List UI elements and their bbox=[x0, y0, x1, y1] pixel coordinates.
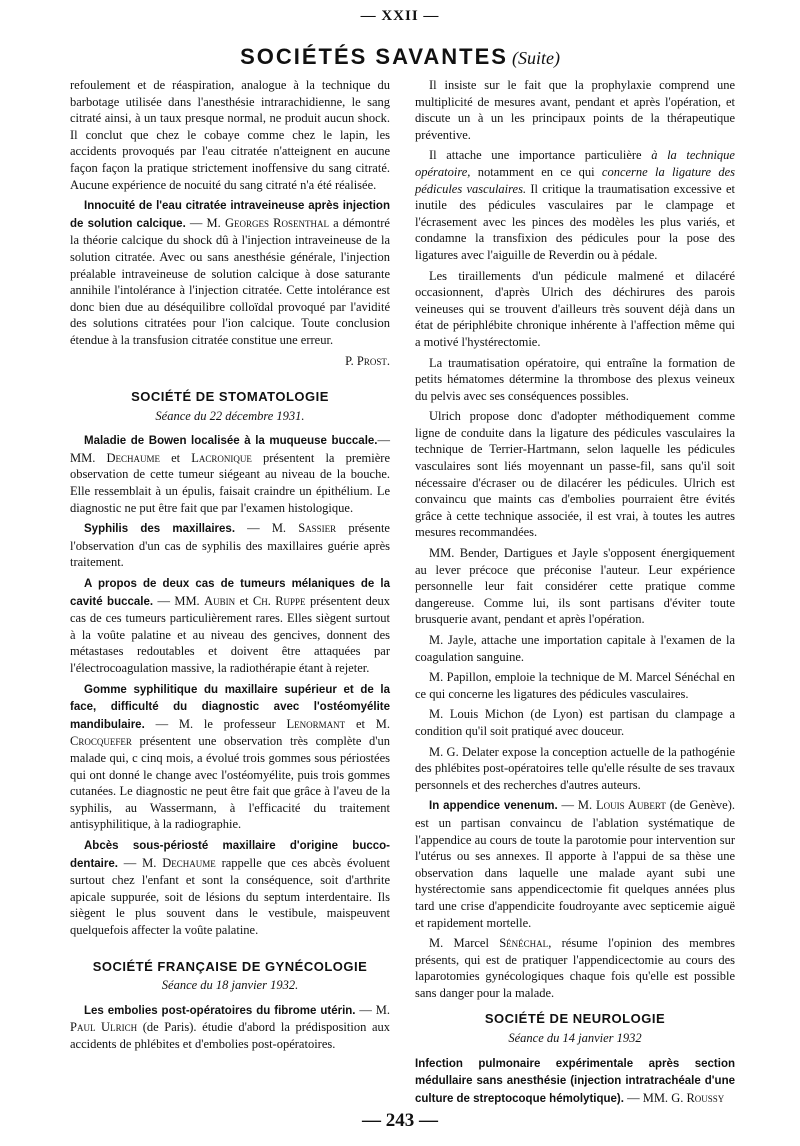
section-title: SOCIÉTÉ DE NEUROLOGIE bbox=[484, 1011, 666, 1027]
text: et bbox=[160, 450, 192, 465]
paragraph bbox=[70, 1002, 390, 1053]
article-title: Syphilis des maxillaires. bbox=[84, 523, 236, 536]
paragraph bbox=[70, 197, 390, 348]
text: et bbox=[235, 593, 253, 608]
text: (de Paris). étudie d'abord la prédisposition aux accidents de phlébites et d'embolies post-opératoires. bbox=[70, 1020, 390, 1051]
paragraph: M. Papillon, emploie la technique de M. Marcel Sénéchal en ce qui concerne les ligatures des pédicules vasculaires. bbox=[415, 670, 735, 701]
article-title: In appendice venenum. bbox=[429, 800, 558, 813]
paragraph: MM. Bender, Dartigues et Jayle s'opposent énergiquement au lever précoce que préconise l'auteur. Leur expérience personnelle leur fait considérer cette pratique comme dangereuse. Comme lui, ils sont partisans d'éviter toute brusquerie avant, pendant et après l'opération. bbox=[415, 546, 735, 627]
section-date: Séance du 22 décembre 1931. bbox=[155, 408, 305, 423]
paragraph bbox=[415, 1055, 735, 1108]
signature: P. Prost. bbox=[345, 353, 390, 368]
author-name: Lenormant bbox=[286, 716, 346, 731]
text: — M. le professeur bbox=[144, 716, 287, 731]
author-name: Georges Rosenthal bbox=[224, 215, 329, 230]
article-title: Gomme syphilitique du maxillaire supérieur et de la face, difficulté du diagnostic avec l'ostéomyélite mandibulaire. bbox=[70, 683, 390, 731]
article-title: Maladie de Bowen localisée à la muqueuse buccale. bbox=[84, 435, 378, 448]
author-name: Louis Aubert bbox=[596, 798, 666, 813]
paragraph: M. Louis Michon (de Lyon) est partisan du clampage a condition qu'il soit pratiqué avec douceur. bbox=[415, 707, 735, 738]
author-name: Sassier bbox=[298, 521, 337, 536]
text: a démontré la théorie calcique du shock dû à l'injection intraveineuse de la solution citratée. Avec ou sans anesthésie générale, l'injection préalable intraveineuse de solution calcique à dose saturante annihile l'intolérance à l'injection citratée. Cette intolérance est donc bien due au déséquilibre colloïdal provoqué par l'avidité des solutions citratées pour l'ion calcique. Toute conclusion étendue à la transfusion citratée constitue une erreur. bbox=[70, 215, 390, 347]
section-title: SOCIÉTÉ FRANÇAISE DE GYNÉCOLOGIE bbox=[92, 958, 368, 974]
author-name: Crocquefer bbox=[70, 734, 132, 749]
paragraph: La traumatisation opératoire, qui entraîne la formation de petits hématomes détermine la thrombose des plexus veineux du pelvis avec ses conséquences possibles. bbox=[415, 355, 735, 403]
page-number-roman: — XXII — bbox=[360, 8, 440, 24]
author-name: Ch. Ruppe bbox=[252, 593, 306, 608]
text: présentent la première observation de cette tumeur siégeant au niveau de la bouche. Elle ressemblait à un épulis, faisait craindre un épithélium. Le diagnostic ne put être fait que par l'examen histologique. bbox=[70, 450, 390, 515]
article-title: Infection pulmonaire expérimentale après section médullaire sans anesthésie (injection intratrachéale d'une culture de streptocoque hémolytique). bbox=[415, 1057, 735, 1105]
author-name: Dechaume bbox=[162, 855, 216, 870]
text: — M. bbox=[557, 798, 597, 813]
text: — M. bbox=[235, 521, 299, 536]
text: — MM. bbox=[623, 1090, 672, 1105]
text: — MM. bbox=[153, 593, 205, 608]
header-title: SOCIÉTÉS SAVANTES bbox=[240, 44, 508, 69]
paragraph: Les tiraillements d'un pédicule malmené et dilacéré occasionnent, d'après Ulrich des déchirures des parois veineuses qui se trouvent d'ailleurs très souvent déjà dans un état de périphlébite chronique inhérente à l'affection même qui a motivé l'hystérectomie. bbox=[415, 268, 735, 349]
paragraph bbox=[70, 432, 390, 516]
page-header bbox=[0, 44, 800, 70]
text: — MM. bbox=[70, 433, 390, 465]
paragraph: Il insiste sur le fait que la prophylaxie comprend une multiplicité de mesures avant, pendant et après l'opération, et discute un à un les principaux points de la thérapeutique préventive. bbox=[415, 78, 735, 142]
article-title: A propos de deux cas de tumeurs mélaniques de la cavité buccale. bbox=[70, 578, 390, 608]
page-number: — 243 — bbox=[362, 1110, 438, 1131]
paragraph: Ulrich propose donc d'adopter méthodiquement comme ligne de conduite dans la ligature des pédicules vasculaires la technique de Terrier-Hartmann, selon laquelle les pédicules vasculaires sont liés moyennant un passe-fil, sans qu'il soit nécessaire d'écraser ou de dilacérer les pédicules. Ulrich est convaincu que maints cas d'embolies pourraient être évités grâce à cette technique associée, il est vrai, à toutes les autres mesures recommandées. bbox=[415, 409, 735, 540]
author-name: Sénéchal bbox=[499, 936, 549, 951]
author-name: Dechaume bbox=[106, 450, 160, 465]
paragraph: M. Jayle, attache une importation capitale à l'examen de la coagulation sanguine. bbox=[415, 633, 735, 664]
article-title: Les embolies post-opératoires du fibrome utérin. bbox=[84, 1004, 356, 1017]
paragraph bbox=[415, 797, 735, 931]
paragraph bbox=[70, 520, 390, 571]
text: présente l'observation d'un cas de syphilis des maxillaires guérie après traitement. bbox=[70, 521, 390, 570]
text: et M. bbox=[345, 716, 390, 731]
text: notamment en ce qui bbox=[470, 164, 602, 179]
text: M. Marcel bbox=[429, 936, 500, 951]
article-title: Innocuité de l'eau citratée intraveineuse après injection de solution calcique. bbox=[70, 200, 390, 230]
emphasis: à la technique opératoire, bbox=[415, 148, 735, 179]
text: (de Genève). est un partisan convaincu de l'ablation systématique de l'appendice au cours de toute la parotomie pour intervention sur l'utérus ou ses annexes. Il apporte à l'appui de sa thèse une observation dans laquelle une malade ayant subi une hystérectomie sans appendicectomie fit quelques années plus tard une crise d'appendicite foudroyante avec septicemie aiguë et rapidement mortelle. bbox=[415, 798, 736, 930]
text: Il attache une importance particulière bbox=[429, 148, 652, 163]
paragraph bbox=[415, 147, 735, 263]
right-column bbox=[415, 77, 735, 1111]
author-name: Aubin bbox=[204, 593, 236, 608]
author-name: Lacronique bbox=[191, 450, 252, 465]
text: présentent une observation très complète d'un malade qui, c cinq mois, a évolué trois gommes sous périostées qui ont donné le change avec l'ostéomyélite, puis trois gommes cutanées. Le diagnostic ne peut être fait que grâce à l'aveu de la syphilis, au Wassermann, à l'efficacité du traitement antisyphilitique, à la radiographie. bbox=[70, 734, 390, 832]
text: , résume l'opinion des membres présents, qui est de pratiquer l'appendicectomie au cours des laparotomies gynécologiques chaque fois qu'elle est possible sans danger pour la malade. bbox=[415, 936, 735, 1000]
text: présentent deux cas de ces tumeurs particulièrement rares. Elles siègent surtout à la voûte palatine et au niveau des gencives, donnent des métastases redoutables et doivent être attaquées par l'électrocoagulation massive, la radiothérapie étant à rejeter. bbox=[70, 593, 390, 675]
text: rappelle que ces abcès évoluent surtout chez l'enfant et sont la conséquence, soit d'arthrite apicale suppurée, soit de lésions du septum interdentaire. Ils siègent le plus souvent dans le vestibule, maispeuvent quelquefois affecter la voûte palatine. bbox=[70, 855, 390, 937]
emphasis: concerne la ligature des pédicules vasculaires. bbox=[415, 164, 736, 196]
text: Il critique la traumatisation excessive et inutile des pédicules vasculaires par le clampage et l'écrasement avec les pinces des modèles les plus variés, et condamne la transfixion des pédicules pour la pose des ligatures avec l'aiguille de Reverdin ou à pédale. bbox=[415, 181, 735, 262]
header-suite: (Suite) bbox=[511, 48, 560, 68]
text: — M. bbox=[117, 855, 163, 870]
section-date: Séance du 14 janvier 1932 bbox=[508, 1031, 642, 1046]
section-date: Séance du 18 janvier 1932. bbox=[161, 978, 299, 993]
paragraph bbox=[70, 681, 390, 833]
paragraph bbox=[70, 837, 390, 939]
left-column bbox=[70, 77, 390, 1056]
paragraph: refoulement et de réaspiration, analogue à la technique du barbotage utilisée dans l'anesthésie intrarachidienne, le sang citraté ainsi, à un taux presque normal, ne produit aucun shock. Il conclut que chez le cobaye comme chez le lapin, les accidents provoqués par l'eau citratée n'atteignent en aucune façon façon la pratique strictement inoffensive du sang citraté. Aucune expérience de nocuité du sang citraté n'a été réalisée. bbox=[70, 78, 390, 192]
text: — M. bbox=[355, 1002, 390, 1017]
text: — M. bbox=[185, 215, 225, 230]
article-title: Abcès sous-périosté maxillaire d'origine bucco-dentaire. bbox=[70, 839, 390, 870]
paragraph: M. G. Delater expose la conception actuelle de la pathogénie des phlébites post-opératoires telle qu'elle résulte de ses travaux personnels et des recherches d'autres auteurs. bbox=[415, 744, 735, 792]
paragraph bbox=[415, 935, 735, 1001]
author-name: Paul Ulrich bbox=[70, 1020, 138, 1035]
paragraph bbox=[70, 575, 390, 677]
section-title: SOCIÉTÉ DE STOMATOLOGIE bbox=[131, 389, 329, 405]
author-name: G. Roussy bbox=[671, 1090, 725, 1105]
